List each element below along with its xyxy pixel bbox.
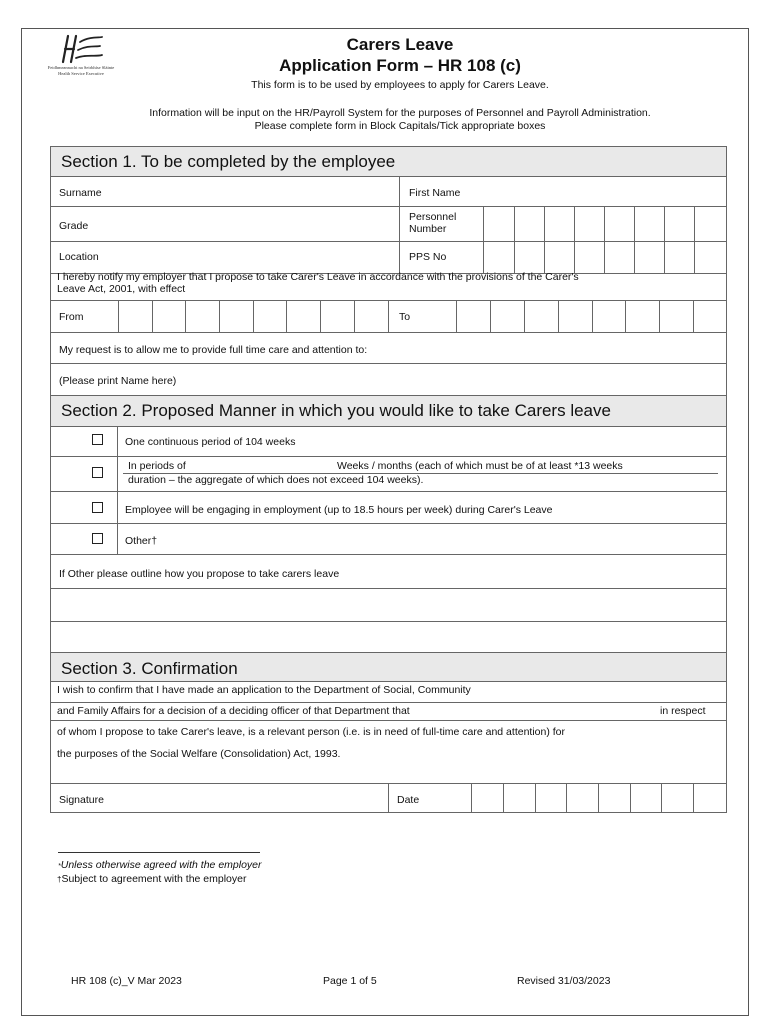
periods-value-field[interactable]	[201, 458, 333, 472]
footnote-divider	[58, 852, 260, 853]
personnel-number-boxes[interactable]	[484, 207, 726, 240]
footer-form-code: HR 108 (c)_V Mar 2023	[71, 975, 182, 987]
relevant-person-field[interactable]	[501, 703, 655, 719]
logo-text-irish: Feidhmeannacht na Seirbhíse Sláinte	[47, 65, 115, 70]
application-form	[50, 146, 727, 813]
other-outline-label: If Other please outline how you propose to take carers leave	[59, 568, 340, 580]
form-purpose: This form is to be used by employees to apply for Carers Leave.	[251, 79, 549, 91]
signature-label: Signature	[59, 794, 104, 806]
option-other-label: Other†	[125, 535, 158, 547]
confirmation-line-2-end: in respect	[660, 705, 706, 717]
first-name-field[interactable]	[481, 177, 725, 205]
section2-header	[51, 396, 726, 426]
grade-field[interactable]	[101, 207, 397, 240]
option-continuous-label: One continuous period of 104 weeks	[125, 436, 296, 448]
care-recipient-name-field[interactable]	[201, 364, 725, 394]
footnote-2: †Subject to agreement with the employer	[57, 873, 247, 885]
form-subtitle: Application Form – HR 108 (c)	[279, 56, 521, 75]
request-text: My request is to allow me to provide full time care and attention to:	[59, 344, 368, 356]
other-outline-field-1[interactable]	[51, 589, 726, 620]
other-outline-field-2[interactable]	[51, 622, 726, 652]
section3-title: Section 3. Confirmation	[61, 659, 238, 678]
footnote-1: *Unless otherwise agreed with the employer	[58, 859, 262, 871]
option-periods-label: In periods of	[128, 460, 186, 472]
info-line-2: Please complete form in Block Capitals/Tick appropriate boxes	[254, 120, 546, 132]
to-label: To	[399, 311, 411, 323]
personnel-number-label: Personnel Number	[409, 211, 457, 235]
to-date-boxes[interactable]	[457, 301, 726, 332]
footer-page-number: Page 1 of 5	[323, 975, 377, 987]
section1-title: Section 1. To be completed by the employee	[61, 152, 396, 171]
surname-label: Surname	[59, 187, 102, 199]
location-label: Location	[59, 251, 99, 263]
section2-title: Section 2. Proposed Manner in which you would like to take Carers leave	[61, 401, 611, 420]
option-periods-weeks: Weeks / months (each of which must be of at least *13 weeks	[337, 460, 623, 472]
notify-text: I hereby notify my employer that I propose to take Carer's Leave in accordance with the provisions of the Carer's Leave Act, 2001, with effect	[57, 271, 579, 295]
footer-revised-date: Revised 31/03/2023	[517, 975, 611, 987]
option-employment-checkbox[interactable]	[92, 502, 103, 513]
pps-number-boxes[interactable]	[484, 242, 726, 272]
print-name-label: (Please print Name here)	[59, 375, 177, 387]
confirmation-line-2: and Family Affairs for a decision of a deciding officer of that Department that	[57, 705, 410, 717]
date-label: Date	[397, 794, 420, 806]
option-employment-label: Employee will be engaging in employment (up to 18.5 hours per week) during Carer's Leave	[125, 504, 553, 516]
info-line-1: Information will be input on the HR/Payroll System for the purposes of Personnel and Payroll Administration.	[149, 107, 651, 119]
section3-header	[51, 653, 726, 681]
confirmation-line-4: the purposes of the Social Welfare (Consolidation) Act, 1993.	[57, 748, 341, 760]
from-label: From	[59, 311, 84, 323]
form-title: Carers Leave	[346, 35, 454, 54]
signature-field[interactable]	[121, 784, 387, 812]
hse-logo	[36, 34, 126, 84]
option-other-checkbox[interactable]	[92, 533, 103, 544]
location-field[interactable]	[111, 242, 397, 272]
from-date-boxes[interactable]	[119, 301, 389, 332]
logo-text-english: Health Service Executive	[58, 71, 104, 76]
surname-field[interactable]	[111, 177, 397, 205]
option-periods-checkbox[interactable]	[92, 467, 103, 478]
option-periods-duration: duration – the aggregate of which does not exceed 104 weeks).	[128, 474, 424, 486]
option-continuous-checkbox[interactable]	[92, 434, 103, 445]
first-name-label: First Name	[409, 187, 461, 199]
date-boxes[interactable]	[472, 784, 726, 812]
hse-logo-icon	[60, 34, 104, 64]
section1-header	[51, 147, 726, 176]
grade-label: Grade	[59, 220, 89, 232]
confirmation-line-3: of whom I propose to take Carer's leave, is a relevant person (i.e. is in need of full-time care and attention) for	[57, 726, 566, 738]
confirmation-line-1: I wish to confirm that I have made an application to the Department of Social, Community	[57, 684, 471, 696]
pps-no-label: PPS No	[409, 251, 447, 263]
